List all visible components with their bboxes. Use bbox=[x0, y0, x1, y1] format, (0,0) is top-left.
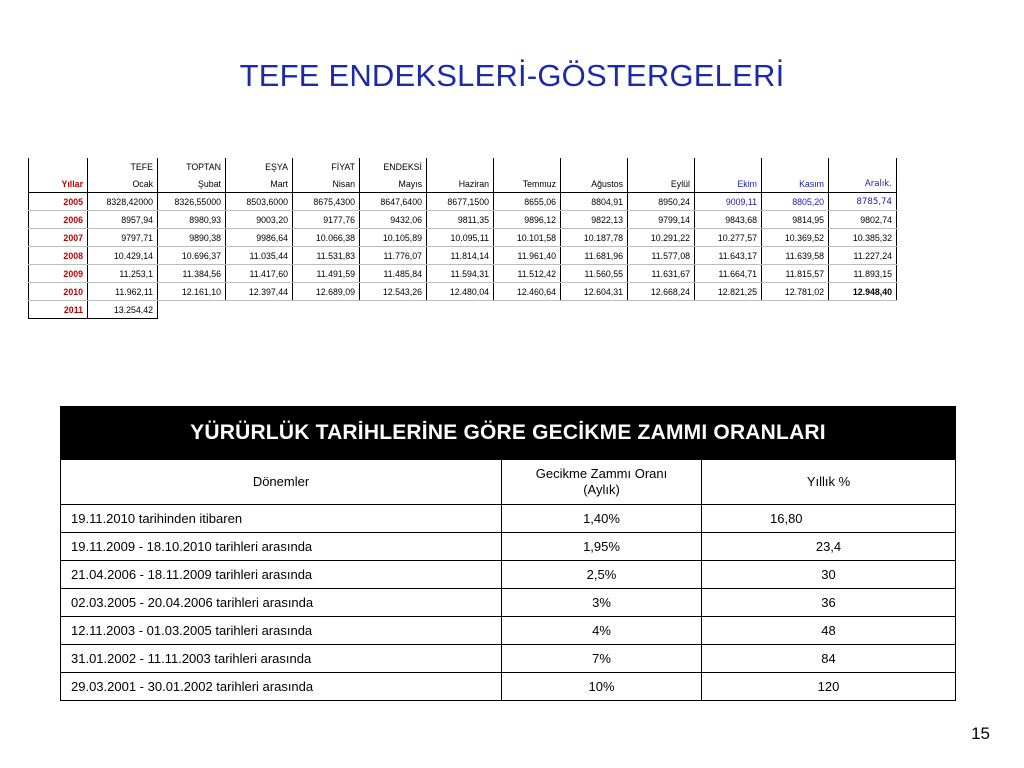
page-number: 15 bbox=[971, 724, 990, 743]
index-value-cell: 10.105,89 bbox=[360, 229, 427, 247]
index-value-cell: 9811,35 bbox=[427, 211, 494, 229]
index-value-cell: 12.397,44 bbox=[226, 283, 293, 301]
month-header: Kasım bbox=[762, 175, 829, 193]
rate-row bbox=[61, 533, 956, 561]
index-value-cell bbox=[762, 301, 829, 319]
index-value-cell bbox=[158, 301, 226, 319]
index-value-cell: 11.961,40 bbox=[494, 247, 561, 265]
index-header-cell: FİYAT bbox=[293, 158, 360, 175]
column-header-periods: Dönemler bbox=[61, 460, 502, 505]
index-value-cell: 12.604,31 bbox=[561, 283, 628, 301]
index-value-cell bbox=[829, 301, 897, 319]
rate-table-banner: YÜRÜRLÜK TARİHLERİNE GÖRE GECİKME ZAMMI ORANLARI bbox=[61, 407, 956, 460]
index-header-cell: TEFE bbox=[88, 158, 158, 175]
index-value-cell: 11.962,11 bbox=[88, 283, 158, 301]
index-value-cell: 8957,94 bbox=[88, 211, 158, 229]
month-header: Ağustos bbox=[561, 175, 628, 193]
period-cell: 19.11.2009 - 18.10.2010 tarihleri arasında bbox=[61, 533, 502, 561]
index-value-cell: 12.460,64 bbox=[494, 283, 561, 301]
yearly-rate-cell: 30 bbox=[702, 561, 956, 589]
index-value-cell: 8675,4300 bbox=[293, 193, 360, 211]
index-row bbox=[29, 211, 897, 229]
index-value-cell: 11.491,59 bbox=[293, 265, 360, 283]
index-value-cell: 10.696,37 bbox=[158, 247, 226, 265]
index-value-cell: 11.643,17 bbox=[695, 247, 762, 265]
index-row bbox=[29, 229, 897, 247]
index-value-cell: 8950,24 bbox=[628, 193, 695, 211]
index-value-cell: 9896,12 bbox=[494, 211, 561, 229]
index-value-cell: 12.781,02 bbox=[762, 283, 829, 301]
index-header-cell bbox=[427, 158, 494, 175]
rate-row bbox=[61, 561, 956, 589]
month-header: Haziran bbox=[427, 175, 494, 193]
index-header-cell bbox=[628, 158, 695, 175]
month-header: Şubat bbox=[158, 175, 226, 193]
index-value-cell: 11.815,57 bbox=[762, 265, 829, 283]
index-value-cell: 9799,14 bbox=[628, 211, 695, 229]
index-value-cell: 9843,68 bbox=[695, 211, 762, 229]
monthly-rate-cell: 1,95% bbox=[502, 533, 702, 561]
index-header-cell bbox=[29, 158, 88, 175]
index-value-cell: 8785,74 bbox=[829, 193, 897, 211]
month-header: Temmuz bbox=[494, 175, 561, 193]
index-header-cell bbox=[494, 158, 561, 175]
index-value-cell: 8326,55000 bbox=[158, 193, 226, 211]
index-value-cell: 11.417,60 bbox=[226, 265, 293, 283]
monthly-rate-cell: 1,40% bbox=[502, 505, 702, 533]
year-cell: 2007 bbox=[29, 229, 88, 247]
index-row bbox=[29, 265, 897, 283]
month-header: Mayıs bbox=[360, 175, 427, 193]
monthly-rate-cell: 4% bbox=[502, 617, 702, 645]
index-header-cell: EŞYA bbox=[226, 158, 293, 175]
index-row bbox=[29, 193, 897, 211]
index-value-cell: 9890,38 bbox=[158, 229, 226, 247]
index-value-cell: 12.480,04 bbox=[427, 283, 494, 301]
index-header-cell bbox=[561, 158, 628, 175]
month-header: Eylül bbox=[628, 175, 695, 193]
column-header-yearly: Yıllık % bbox=[702, 460, 956, 505]
index-value-cell: 9797,71 bbox=[88, 229, 158, 247]
index-value-cell: 11.631,67 bbox=[628, 265, 695, 283]
period-cell: 12.11.2003 - 01.03.2005 tarihleri arasında bbox=[61, 617, 502, 645]
period-cell: 31.01.2002 - 11.11.2003 tarihleri arasında bbox=[61, 645, 502, 673]
rate-row bbox=[61, 645, 956, 673]
index-value-cell bbox=[360, 301, 427, 319]
month-header: Aralık. bbox=[829, 175, 897, 193]
index-value-cell bbox=[695, 301, 762, 319]
monthly-rate-cell: 3% bbox=[502, 589, 702, 617]
monthly-rate-cell: 7% bbox=[502, 645, 702, 673]
index-header-cell bbox=[695, 158, 762, 175]
period-cell: 29.03.2001 - 30.01.2002 tarihleri arasında bbox=[61, 673, 502, 701]
index-value-cell: 11.485,84 bbox=[360, 265, 427, 283]
index-value-cell: 9003,20 bbox=[226, 211, 293, 229]
index-value-cell: 8805,20 bbox=[762, 193, 829, 211]
index-header-row-1 bbox=[29, 158, 897, 175]
index-value-cell: 11.814,14 bbox=[427, 247, 494, 265]
delay-rate-table bbox=[60, 406, 956, 701]
index-row bbox=[29, 283, 897, 301]
index-value-cell: 11.639,58 bbox=[762, 247, 829, 265]
index-value-cell: 8804,91 bbox=[561, 193, 628, 211]
index-value-cell: 10.095,11 bbox=[427, 229, 494, 247]
index-row bbox=[29, 301, 897, 319]
yearly-rate-cell: 16,80 bbox=[702, 505, 956, 533]
month-header: Nisan bbox=[293, 175, 360, 193]
index-value-cell: 11.893,15 bbox=[829, 265, 897, 283]
index-value-cell: 11.384,56 bbox=[158, 265, 226, 283]
yearly-rate-cell: 84 bbox=[702, 645, 956, 673]
index-value-cell bbox=[293, 301, 360, 319]
month-header: Ekim bbox=[695, 175, 762, 193]
index-value-cell: 10.066,38 bbox=[293, 229, 360, 247]
index-value-cell: 9432,06 bbox=[360, 211, 427, 229]
index-value-cell: 11.681,96 bbox=[561, 247, 628, 265]
index-value-cell: 12.543,26 bbox=[360, 283, 427, 301]
index-header-cell: ENDEKSİ bbox=[360, 158, 427, 175]
yearly-rate-cell: 48 bbox=[702, 617, 956, 645]
year-cell: 2008 bbox=[29, 247, 88, 265]
yearly-rate-cell: 120 bbox=[702, 673, 956, 701]
index-value-cell: 11.776,07 bbox=[360, 247, 427, 265]
index-value-cell: 9814,95 bbox=[762, 211, 829, 229]
column-header-monthly bbox=[502, 460, 702, 505]
year-cell: 2005 bbox=[29, 193, 88, 211]
index-value-cell: 11.253,1 bbox=[88, 265, 158, 283]
index-value-cell: 11.227,24 bbox=[829, 247, 897, 265]
index-header-row-2 bbox=[29, 175, 897, 193]
year-cell: 2010 bbox=[29, 283, 88, 301]
year-cell: 2011 bbox=[29, 301, 88, 319]
index-value-cell: 9822,13 bbox=[561, 211, 628, 229]
index-value-cell: 9177,76 bbox=[293, 211, 360, 229]
rate-row bbox=[61, 673, 956, 701]
period-cell: 02.03.2005 - 20.04.2006 tarihleri arasında bbox=[61, 589, 502, 617]
index-value-cell: 11.560,55 bbox=[561, 265, 628, 283]
index-value-cell: 8655,06 bbox=[494, 193, 561, 211]
tefe-index-table bbox=[28, 158, 897, 319]
index-value-cell: 8328,42000 bbox=[88, 193, 158, 211]
index-value-cell: 10.429,14 bbox=[88, 247, 158, 265]
index-value-cell: 11.664,71 bbox=[695, 265, 762, 283]
index-value-cell bbox=[427, 301, 494, 319]
index-value-cell: 10.101,58 bbox=[494, 229, 561, 247]
rate-row bbox=[61, 617, 956, 645]
index-value-cell: 9802,74 bbox=[829, 211, 897, 229]
index-value-cell: 13.254,42 bbox=[88, 301, 158, 319]
index-value-cell: 12.689,09 bbox=[293, 283, 360, 301]
index-value-cell: 11.512,42 bbox=[494, 265, 561, 283]
rate-row bbox=[61, 589, 956, 617]
index-value-cell: 11.531,83 bbox=[293, 247, 360, 265]
index-value-cell: 9986,64 bbox=[226, 229, 293, 247]
index-value-cell: 10.369,52 bbox=[762, 229, 829, 247]
index-value-cell: 11.035,44 bbox=[226, 247, 293, 265]
index-value-cell: 8677,1500 bbox=[427, 193, 494, 211]
index-value-cell: 10.385,32 bbox=[829, 229, 897, 247]
rate-row bbox=[61, 505, 956, 533]
year-cell: 2009 bbox=[29, 265, 88, 283]
index-row bbox=[29, 247, 897, 265]
index-header-cell bbox=[829, 158, 897, 175]
index-header-cell: TOPTAN bbox=[158, 158, 226, 175]
index-value-cell: 12.821,25 bbox=[695, 283, 762, 301]
period-cell: 19.11.2010 tarihinden itibaren bbox=[61, 505, 502, 533]
page-title: TEFE ENDEKSLERİ-GÖSTERGELERİ bbox=[239, 58, 785, 93]
month-header: Mart bbox=[226, 175, 293, 193]
index-value-cell: 10.291,22 bbox=[628, 229, 695, 247]
index-value-cell: 11.594,31 bbox=[427, 265, 494, 283]
index-value-cell: 12.948,40 bbox=[829, 283, 897, 301]
index-value-cell: 8647,6400 bbox=[360, 193, 427, 211]
yearly-rate-cell: 23,4 bbox=[702, 533, 956, 561]
monthly-rate-cell: 2,5% bbox=[502, 561, 702, 589]
index-value-cell: 10.277,57 bbox=[695, 229, 762, 247]
index-value-cell: 11.577,08 bbox=[628, 247, 695, 265]
index-value-cell: 8503,6000 bbox=[226, 193, 293, 211]
index-value-cell: 8980,93 bbox=[158, 211, 226, 229]
monthly-rate-cell: 10% bbox=[502, 673, 702, 701]
index-value-cell: 12.161,10 bbox=[158, 283, 226, 301]
month-header: Ocak bbox=[88, 175, 158, 193]
index-value-cell bbox=[628, 301, 695, 319]
index-value-cell bbox=[226, 301, 293, 319]
index-value-cell bbox=[494, 301, 561, 319]
index-value-cell bbox=[561, 301, 628, 319]
column-header-monthly-line2: (Aylık) bbox=[583, 482, 620, 497]
index-header-cell bbox=[762, 158, 829, 175]
column-header-monthly-line1: Gecikme Zammı Oranı bbox=[535, 466, 668, 481]
year-cell: 2006 bbox=[29, 211, 88, 229]
index-value-cell: 10.187,78 bbox=[561, 229, 628, 247]
years-header: Yıllar bbox=[29, 175, 88, 193]
index-value-cell: 9009,11 bbox=[695, 193, 762, 211]
yearly-rate-cell: 36 bbox=[702, 589, 956, 617]
period-cell: 21.04.2006 - 18.11.2009 tarihleri arasında bbox=[61, 561, 502, 589]
index-value-cell: 12.668,24 bbox=[628, 283, 695, 301]
